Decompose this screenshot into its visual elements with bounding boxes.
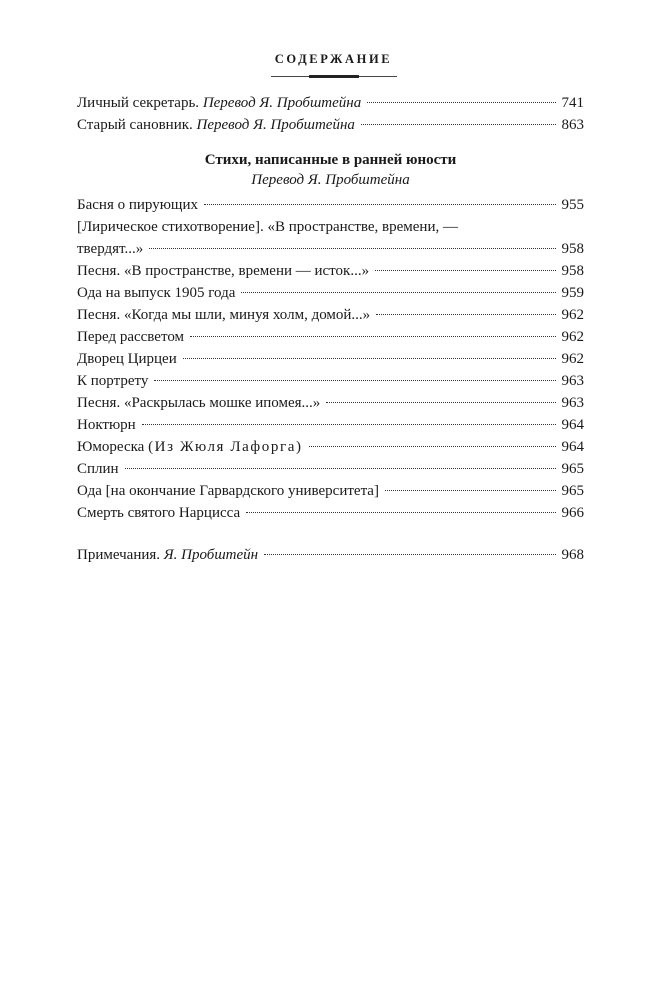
dot-leader [385,490,556,491]
entry-title: Сплин [77,461,119,477]
dot-leader [190,336,555,337]
page-number: 741 [561,95,584,111]
dot-leader [309,446,556,447]
page-number: 966 [561,505,584,521]
page-number: 958 [561,263,584,279]
dot-leader [125,468,556,469]
page-number: 963 [561,395,584,411]
page-number: 968 [561,547,584,563]
entry-title: Примечания. Я. Пробштейн [77,547,259,563]
table-of-contents [77,92,584,566]
entry-title-line: [Лирическое стихотворение]. «В пространстве, времени, — [77,219,458,235]
dot-leader [367,102,555,103]
toc-entry [77,260,584,282]
dot-leader [264,554,555,555]
entry-title: Дворец Цирцеи [77,351,177,367]
header-rule-accent [309,75,359,78]
entry-title: Личный секретарь. Перевод Я. Пробштейна [77,95,362,111]
toc-entry [77,348,584,370]
page-number: 959 [561,285,584,301]
entry-title: Смерть святого Нарцисса [77,505,241,521]
entry-title: Песня. «Раскрылась мошке ипомея...» [77,395,321,411]
toc-entry-notes [77,544,584,566]
entry-title: Перед рассветом [77,329,185,345]
page-number: 962 [561,307,584,323]
entry-title: Ноктюрн [77,417,136,433]
toc-entry [77,238,584,260]
page-number: 965 [561,461,584,477]
page-number: 955 [561,197,584,213]
entry-title: Старый сановник. Перевод Я. Пробштейна [77,117,355,133]
entry-title: Ода [на окончание Гарвардского университета] [77,483,379,499]
dot-leader [246,512,555,513]
page-number: 964 [561,439,584,455]
page-number: 863 [561,117,584,133]
dot-leader [326,402,555,403]
page-number: 965 [561,483,584,499]
running-head: СОДЕРЖАНИЕ [274,52,393,66]
toc-entry [77,326,584,348]
toc-entry [77,502,584,524]
entry-title: Юмореска (Из Жюля Лафорга) [77,439,303,455]
toc-entry [77,414,584,436]
dot-leader [154,380,555,381]
toc-entry [77,114,584,136]
entry-title: Песня. «В пространстве, времени — исток...» [77,263,370,279]
dot-leader [375,270,555,271]
toc-entry [77,392,584,414]
toc-entry [77,282,584,304]
entry-title: Песня. «Когда мы шли, минуя холм, домой...» [77,307,371,323]
toc-entry [77,480,584,502]
dot-leader [376,314,555,315]
toc-entry [77,304,584,326]
toc-entry [77,92,584,114]
page-number: 962 [561,329,584,345]
dot-leader [241,292,555,293]
dot-leader [149,248,555,249]
entry-title: твердят...» [77,241,144,257]
toc-entry [77,370,584,392]
spacer [77,524,584,544]
dot-leader [204,204,556,205]
dot-leader [361,124,556,125]
entry-title: Басня о пирующих [77,197,198,213]
page-number: 958 [561,241,584,257]
section-subtitle: Перевод Я. Пробштейна [251,172,410,188]
entry-title: К портрету [77,373,149,389]
toc-entry [77,458,584,480]
toc-entry [77,194,584,216]
dot-leader [142,424,556,425]
entry-title: Ода на выпуск 1905 года [77,285,236,301]
dot-leader [183,358,556,359]
page-number: 964 [561,417,584,433]
page-number: 962 [561,351,584,367]
toc-entry [77,436,584,458]
page-number: 963 [561,373,584,389]
section-title: Стихи, написанные в ранней юности [204,152,457,168]
